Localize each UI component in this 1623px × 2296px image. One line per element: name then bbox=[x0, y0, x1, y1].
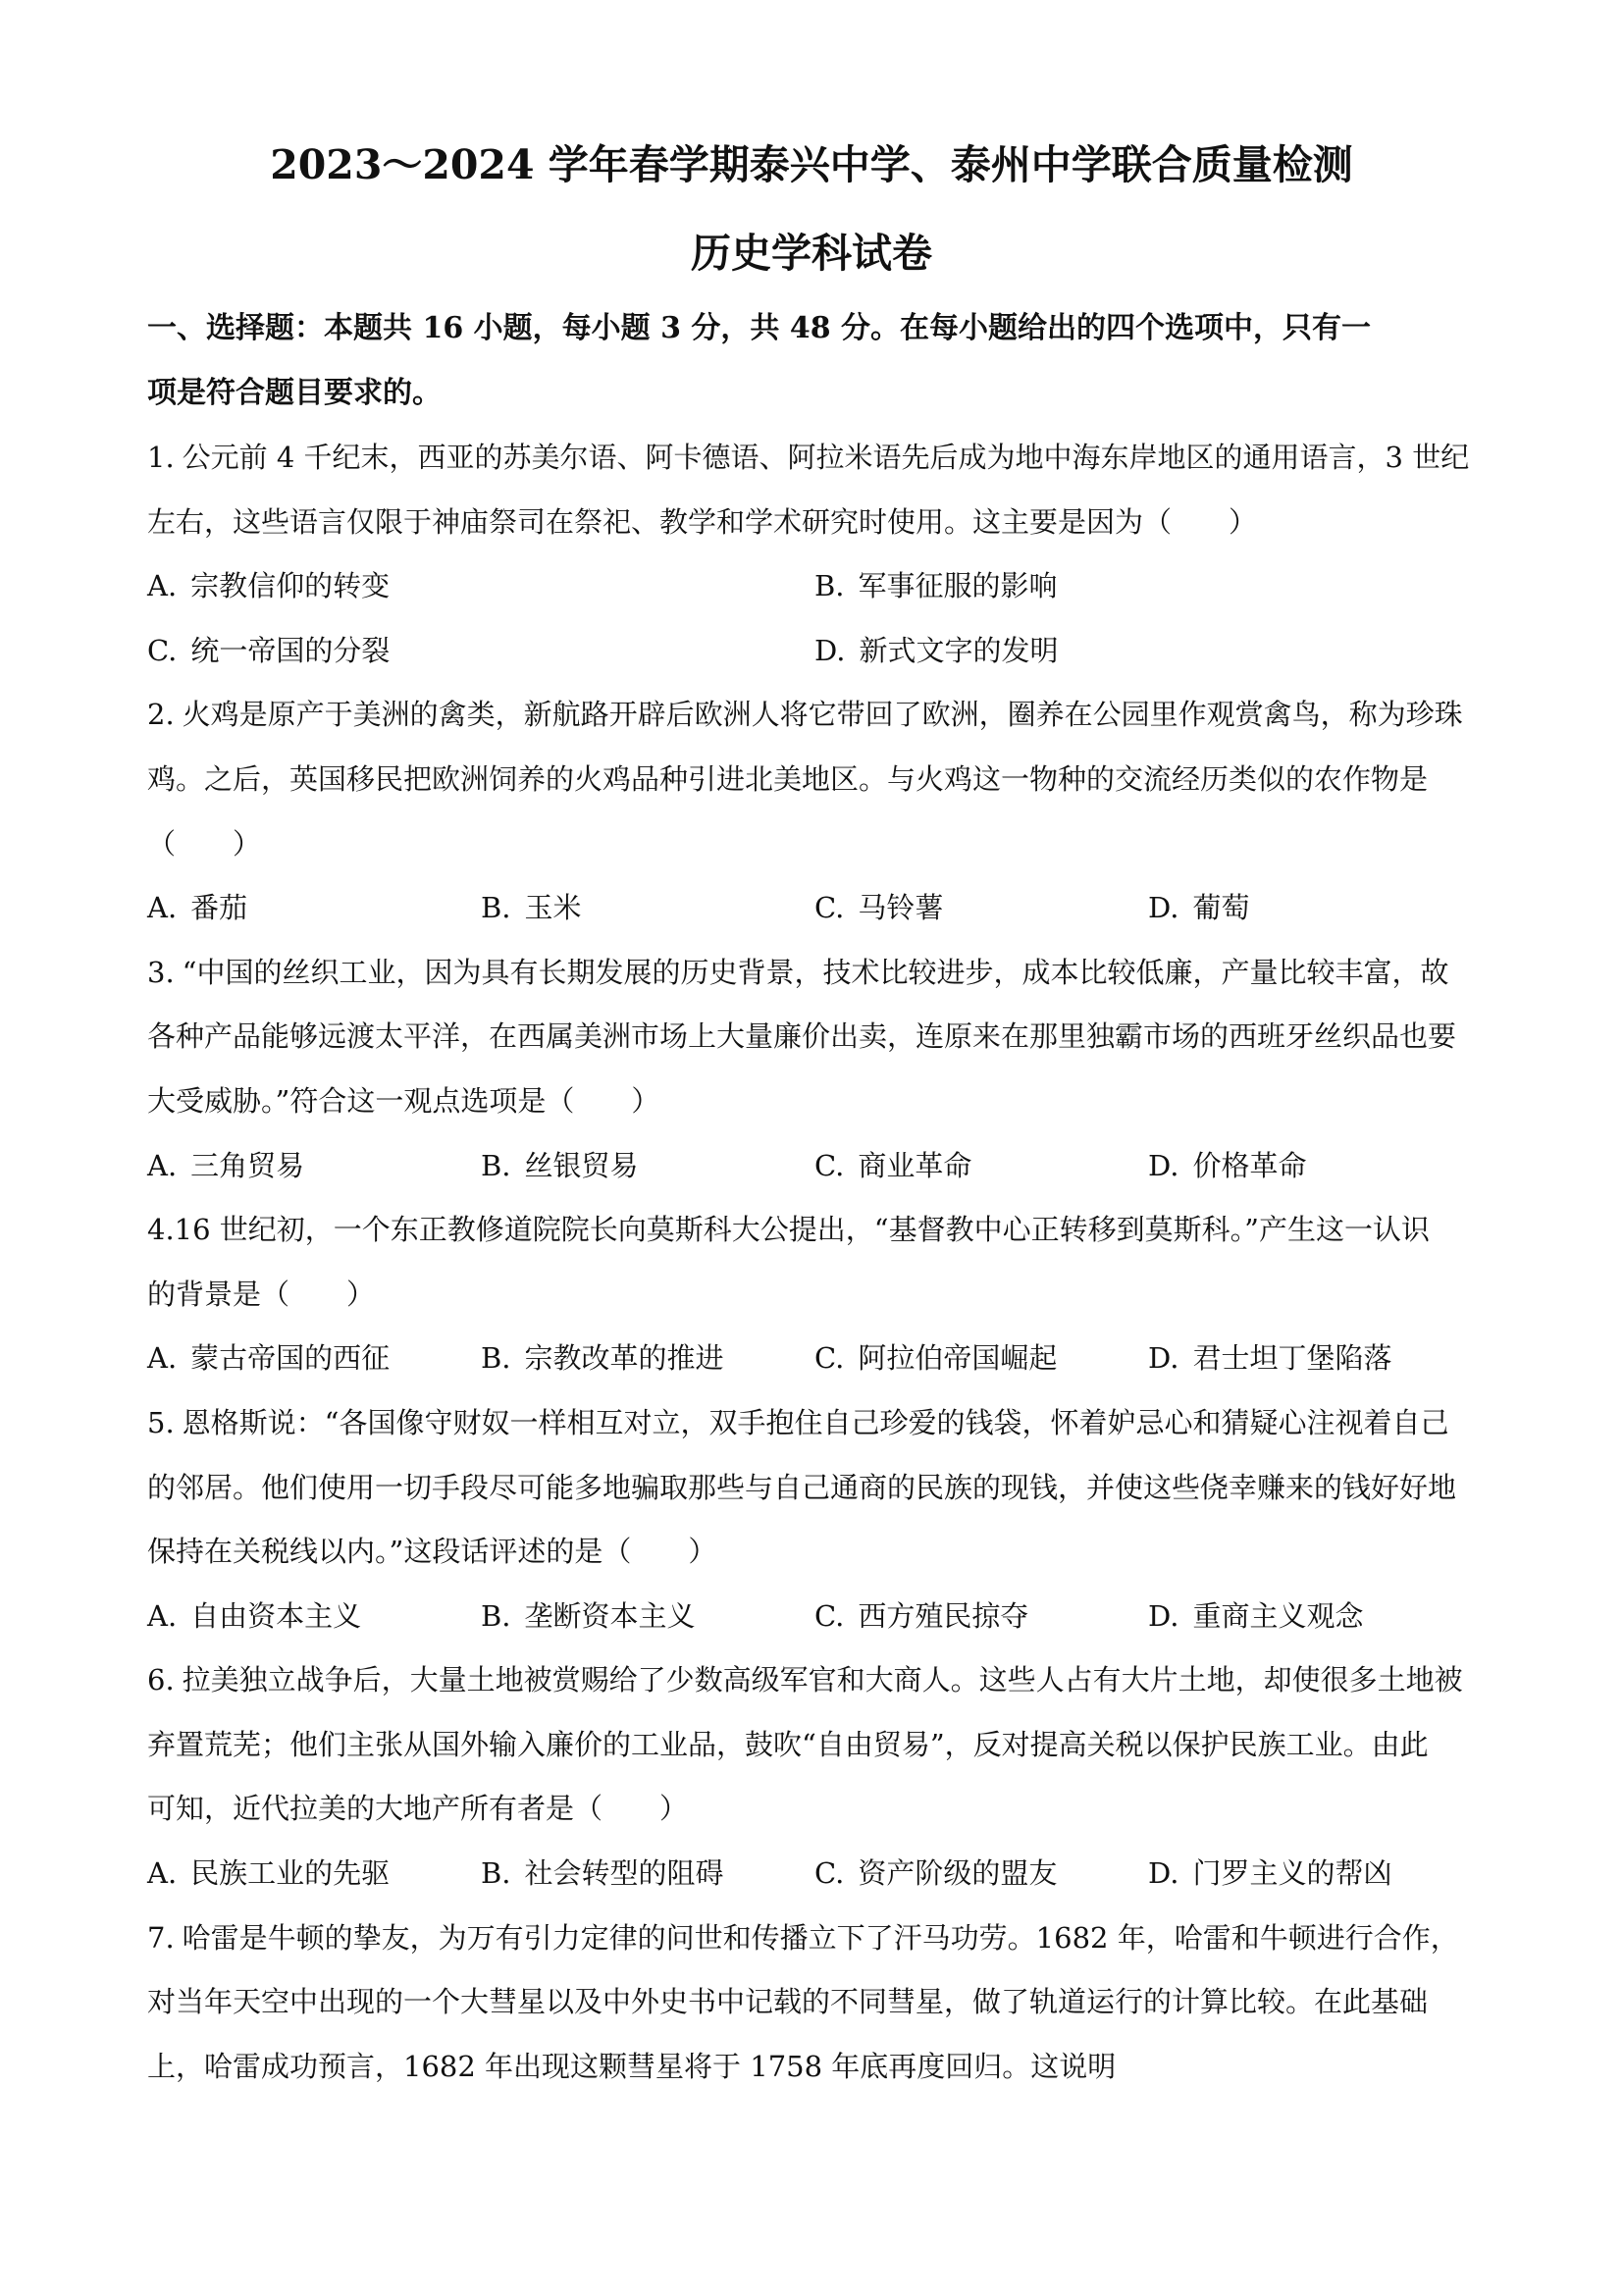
section-heading-line: 项是符合题目要求的。 bbox=[147, 376, 442, 410]
question-text-line: 可知，近代拉美的大地产所有者是（ ） bbox=[147, 1792, 689, 1826]
question-text-line: 7. 哈雷是牛顿的挚友，为万有引力定律的问世和传播立下了汗马功劳。1682 年，哈雷和牛顿进行合作， bbox=[147, 1920, 1459, 1955]
question-list bbox=[147, 426, 1492, 2099]
option-a: A. 民族工业的先驱 bbox=[147, 1856, 391, 1891]
question-text-line: （ ） bbox=[147, 826, 262, 861]
option-b: B. 丝银贸易 bbox=[481, 1148, 639, 1182]
option-d: D. 君士坦丁堡陷落 bbox=[1148, 1341, 1392, 1376]
question-text-line: 6. 拉美独立战争后，大量土地被赏赐给了少数高级军官和大商人。这些人占有大片土地，却使很多土地被 bbox=[147, 1663, 1463, 1697]
question-text-line: 弃置荒芜；他们主张从国外输入廉价的工业品，鼓吹“自由贸易”，反对提高关税以保护民族工业。由此 bbox=[147, 1727, 1429, 1761]
option-row bbox=[147, 1585, 1492, 1649]
question-text-line: 3. “中国的丝织工业，因为具有长期发展的历史背景，技术比较进步，成本比较低廉，产量比较丰富，故 bbox=[147, 955, 1449, 989]
question-7 bbox=[147, 1906, 1492, 2100]
option-row bbox=[147, 1327, 1492, 1391]
option-a: A. 番茄 bbox=[147, 891, 248, 925]
question-text-line: 5. 恩格斯说：“各国像守财奴一样相互对立，双手抱住自己珍爱的钱袋，怀着妒忌心和猜疑心注视着自己 bbox=[147, 1405, 1449, 1439]
option-a: A. 蒙古帝国的西征 bbox=[147, 1341, 391, 1376]
option-a: A. 自由资本主义 bbox=[147, 1598, 362, 1633]
option-row bbox=[147, 554, 1492, 619]
option-c: C. 马铃薯 bbox=[814, 891, 944, 925]
option-b: B. 玉米 bbox=[481, 891, 582, 925]
option-c: C. 资产阶级的盟友 bbox=[814, 1856, 1058, 1891]
question-text-line: 1. 公元前 4 千纪末，西亚的苏美尔语、阿卡德语、阿拉米语先后成为地中海东岸地区的通用语言，3 世纪 bbox=[147, 441, 1470, 474]
section-heading bbox=[147, 296, 1492, 426]
option-row bbox=[147, 876, 1492, 941]
question-6 bbox=[147, 1648, 1492, 1905]
option-a: A. 三角贸易 bbox=[147, 1148, 305, 1182]
option-c: C. 统一帝国的分裂 bbox=[147, 633, 391, 667]
option-row bbox=[147, 1842, 1492, 1906]
question-1 bbox=[147, 426, 1492, 683]
question-number: 6. bbox=[147, 1663, 175, 1697]
question-number: 2. bbox=[147, 698, 175, 732]
question-text-line: 2. 火鸡是原产于美洲的禽类，新航路开辟后欧洲人将它带回了欧洲，圈养在公园里作观赏禽鸟，称为珍珠 bbox=[147, 698, 1463, 732]
question-number: 3. bbox=[147, 955, 175, 989]
option-c: C. 阿拉伯帝国崛起 bbox=[814, 1341, 1058, 1376]
question-text-line: 的邻居。他们使用一切手段尽可能多地骗取那些与自己通商的民族的现钱，并使这些侥幸赚来的钱好好地 bbox=[147, 1470, 1457, 1504]
option-c: C. 西方殖民掠夺 bbox=[814, 1598, 1029, 1633]
question-text-line: 4.16 世纪初，一个东正教修道院院长向莫斯科大公提出，“基督教中心正转移到莫斯科。”产生这一认识 bbox=[147, 1213, 1430, 1247]
option-row bbox=[147, 1134, 1492, 1199]
question-number: 5. bbox=[147, 1405, 175, 1439]
question-2 bbox=[147, 683, 1492, 940]
option-b: B. 军事征服的影响 bbox=[814, 569, 1058, 603]
question-text-line: 对当年天空中出现的一个大彗星以及中外史书中记载的不同彗星，做了轨道运行的计算比较。在此基础 bbox=[147, 1985, 1429, 2019]
option-row bbox=[147, 619, 1492, 684]
question-3 bbox=[147, 941, 1492, 1198]
option-d: D. 重商主义观念 bbox=[1148, 1598, 1364, 1633]
question-text-line: 大受威胁。”符合这一观点选项是（ ） bbox=[147, 1083, 660, 1118]
question-text-line: 左右，这些语言仅限于神庙祭司在祭祀、教学和学术研究时使用。这主要是因为（ ） bbox=[147, 504, 1258, 539]
option-b: B. 宗教改革的推进 bbox=[481, 1341, 724, 1376]
option-d: D. 新式文字的发明 bbox=[814, 633, 1059, 667]
question-number: 4. bbox=[147, 1213, 175, 1247]
question-4 bbox=[147, 1198, 1492, 1391]
option-d: D. 价格革命 bbox=[1148, 1148, 1307, 1182]
option-c: C. 商业革命 bbox=[814, 1148, 972, 1182]
option-d: D. 门罗主义的帮凶 bbox=[1148, 1856, 1392, 1891]
question-text-line: 鸡。之后，英国移民把欧洲饲养的火鸡品种引进北美地区。与火鸡这一物种的交流经历类似的农作物是 bbox=[147, 761, 1429, 796]
question-5 bbox=[147, 1391, 1492, 1648]
section-heading-line: 一、选择题：本题共 16 小题，每小题 3 分，共 48 分。在每小题给出的四个选项中，只有一 bbox=[147, 311, 1372, 345]
exam-subtitle: 历史学科试卷 bbox=[691, 230, 932, 277]
question-text-line: 各种产品能够远渡太平洋，在西属美洲市场上大量廉价出卖，连原来在那里独霸市场的西班牙丝织品也要 bbox=[147, 1019, 1457, 1054]
exam-title: 2023～2024 学年春学期泰兴中学、泰州中学联合质量检测 bbox=[270, 141, 1353, 188]
question-number: 7. bbox=[147, 1920, 175, 1955]
question-text-line: 上，哈雷成功预言，1682 年出现这颗彗星将于 1758 年底再度回归。这说明 bbox=[147, 2049, 1117, 2083]
question-text-line: 保持在关税线以内。”这段话评述的是（ ） bbox=[147, 1535, 717, 1569]
option-b: B. 社会转型的阻碍 bbox=[481, 1856, 724, 1891]
option-b: B. 垄断资本主义 bbox=[481, 1598, 696, 1633]
option-d: D. 葡萄 bbox=[1148, 891, 1250, 925]
option-a: A. 宗教信仰的转变 bbox=[147, 569, 391, 603]
question-text-line: 的背景是（ ） bbox=[147, 1277, 376, 1311]
question-number: 1. bbox=[147, 441, 175, 474]
